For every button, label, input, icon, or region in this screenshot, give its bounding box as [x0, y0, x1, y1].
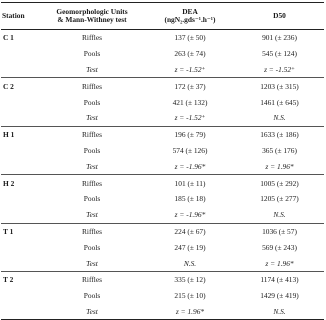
station-empty — [1, 207, 39, 223]
unit-cell: Riffles — [82, 226, 102, 236]
station-empty — [1, 255, 39, 271]
station-empty — [1, 288, 39, 304]
results-table — [1, 2, 324, 320]
dea-cell: N.S. — [145, 255, 235, 271]
table-body — [1, 30, 324, 320]
unit-cell: Test — [39, 207, 145, 223]
header-unit-line1: Geomorphologic Units — [56, 6, 128, 16]
header-d50: D50 — [235, 3, 324, 30]
dea-cell: 335 (± 12) — [174, 275, 206, 285]
table-row — [1, 46, 324, 62]
dea-cell: 215 (± 10) — [174, 291, 206, 301]
dea-cell: 247 (± 19) — [174, 242, 206, 252]
dea-cell: 421 (± 132) — [172, 97, 208, 107]
d50-cell: 365 (± 176) — [262, 145, 297, 155]
header-station: Station — [1, 3, 39, 30]
d50-cell: z = 1.96* — [235, 255, 324, 271]
station-label: T 2 — [3, 275, 14, 285]
station-empty — [1, 62, 39, 78]
dea-cell: z = 1.96* — [145, 304, 235, 320]
table-row-test — [1, 207, 324, 223]
unit-cell: Riffles — [82, 130, 102, 140]
d50-cell: 569 (± 243) — [262, 242, 297, 252]
station-label: H 2 — [3, 178, 15, 188]
table-row — [1, 175, 324, 191]
station-empty — [1, 191, 39, 207]
header-unit — [39, 3, 145, 30]
station-empty — [1, 110, 39, 126]
table-row-test — [1, 110, 324, 126]
dea-cell: 196 (± 79) — [174, 130, 206, 140]
dea-cell: 574 (± 126) — [172, 145, 208, 155]
header-dea-line2: (ngN₂.gds⁻¹.h⁻¹) — [164, 15, 216, 24]
d50-cell: N.S. — [235, 304, 324, 320]
header-dea-line1: DEA — [182, 6, 198, 16]
d50-cell: 1203 (± 315) — [260, 81, 299, 91]
d50-cell: N.S. — [235, 110, 324, 126]
station-empty — [1, 304, 39, 320]
table-row — [1, 94, 324, 110]
d50-cell: 1036 (± 57) — [262, 226, 297, 236]
table-row — [1, 30, 324, 46]
unit-cell: Test — [39, 110, 145, 126]
station-empty — [1, 94, 39, 110]
unit-cell: Pools — [83, 291, 101, 301]
station-label: C 1 — [3, 33, 14, 43]
table-row — [1, 239, 324, 255]
table-row — [1, 271, 324, 287]
d50-cell: N.S. — [235, 207, 324, 223]
d50-cell: 1461 (± 645) — [260, 97, 299, 107]
unit-cell: Test — [39, 62, 145, 78]
d50-cell: 1429 (± 419) — [260, 291, 299, 301]
header-dea — [145, 3, 235, 30]
dea-cell: 172 (± 37) — [174, 81, 206, 91]
dea-cell: 101 (± 11) — [174, 178, 206, 188]
station-empty — [1, 239, 39, 255]
unit-cell: Test — [39, 304, 145, 320]
d50-cell: 545 (± 124) — [262, 49, 297, 59]
station-label: H 1 — [3, 130, 15, 140]
table-row-test — [1, 62, 324, 78]
station-label: T 1 — [3, 226, 14, 236]
table-header — [1, 3, 324, 30]
unit-cell: Riffles — [82, 81, 102, 91]
table-row — [1, 223, 324, 239]
dea-cell: 185 (± 18) — [174, 194, 206, 204]
table-row-test — [1, 255, 324, 271]
table-row — [1, 191, 324, 207]
table-row-test — [1, 158, 324, 174]
station-empty — [1, 46, 39, 62]
table-row-test — [1, 304, 324, 320]
table-row — [1, 78, 324, 94]
unit-cell: Riffles — [82, 275, 102, 285]
dea-cell: 224 (± 67) — [174, 226, 206, 236]
unit-cell: Riffles — [82, 178, 102, 188]
dea-cell: z = -1.52⁺ — [145, 110, 235, 126]
d50-cell: 1205 (± 277) — [260, 194, 299, 204]
unit-cell: Pools — [83, 194, 101, 204]
unit-cell: Test — [39, 255, 145, 271]
d50-cell: 901 (± 236) — [262, 33, 297, 43]
dea-cell: 263 (± 74) — [174, 49, 206, 59]
station-empty — [1, 158, 39, 174]
d50-cell: 1005 (± 292) — [260, 178, 299, 188]
unit-cell: Pools — [83, 145, 101, 155]
header-row — [1, 3, 324, 30]
unit-cell: Riffles — [82, 33, 102, 43]
dea-cell: 137 (± 50) — [174, 33, 206, 43]
station-label: C 2 — [3, 81, 14, 91]
table-row — [1, 143, 324, 159]
unit-cell: Pools — [83, 49, 101, 59]
dea-cell: z = -1.96* — [145, 158, 235, 174]
unit-cell: Test — [39, 158, 145, 174]
header-unit-line2: & Mann-Withney test — [57, 15, 127, 24]
table-row — [1, 288, 324, 304]
unit-cell: Pools — [83, 97, 101, 107]
d50-cell: z = -1.52⁺ — [235, 62, 324, 78]
dea-cell: z = -1.52⁺ — [145, 62, 235, 78]
d50-cell: 1633 (± 186) — [260, 130, 299, 140]
d50-cell: 1174 (± 413) — [260, 275, 299, 285]
unit-cell: Pools — [83, 242, 101, 252]
dea-cell: z = -1.96* — [145, 207, 235, 223]
table-row — [1, 126, 324, 142]
station-empty — [1, 143, 39, 159]
d50-cell: z = 1.96* — [235, 158, 324, 174]
